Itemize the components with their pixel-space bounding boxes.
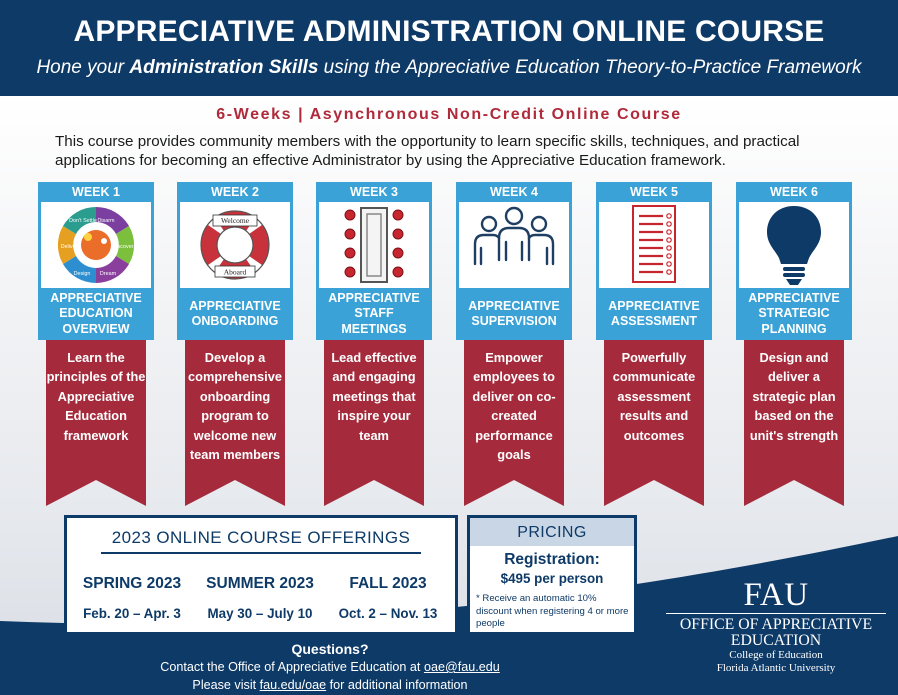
term-name: SPRING 2023 [82, 575, 182, 592]
page-subtitle [0, 55, 898, 81]
life-ring-icon [180, 202, 290, 288]
week-header-box [177, 182, 293, 340]
week-header-box [596, 182, 712, 340]
week-ribbon [464, 340, 564, 506]
week-label: WEEK 4 [490, 185, 538, 199]
cycle-word-dont-settle: Don't Settle [69, 218, 97, 224]
header-banner [0, 0, 898, 96]
page-title: APPRECIATIVE ADMINISTRATION ONLINE COURSE [73, 15, 825, 48]
logo-college-line: College of Education [729, 649, 823, 661]
week-card-3 [316, 182, 432, 507]
week-description: Learn the principles of the Appreciative Education framework [46, 350, 146, 443]
cycle-word-deliver: Deliver [60, 244, 78, 250]
course-offerings-box [64, 515, 458, 635]
visit-line [0, 676, 660, 694]
contact-line [0, 658, 660, 676]
week-label: WEEK 2 [211, 185, 259, 199]
week-card-2 [177, 182, 293, 507]
week-title: APPRECIATIVE ASSESSMENT [608, 298, 700, 328]
ring-word-aboard: Aboard [223, 267, 247, 277]
week-title: APPRECIATIVE STAFF MEETINGS [328, 290, 420, 336]
course-tagline: 6-Weeks | Asynchronous Non-Credit Online Course [216, 106, 682, 123]
pricing-title: PRICING [470, 518, 634, 546]
week-header-box [456, 182, 572, 340]
contact-footer [0, 640, 660, 694]
subtitle-text-end: using the Appreciative Education Theory-to-Practice Framework [318, 57, 862, 78]
visit-text: Please visit [192, 678, 260, 692]
week-label: WEEK 5 [630, 185, 678, 199]
week-card-4 [456, 182, 572, 507]
cycle-word-disarm: Disarm [97, 218, 115, 224]
week-label: WEEK 3 [350, 185, 398, 199]
subtitle-text: Hone your [36, 57, 130, 78]
week-description: Develop a comprehensive onboarding program to welcome new team members [188, 350, 282, 463]
week-ribbon [185, 340, 285, 506]
cycle-word-design: Design [73, 271, 91, 277]
term-dates: May 30 – July 10 [207, 606, 313, 621]
week-description: Powerfully communicate assessment results and outcomes [612, 350, 696, 443]
cycle-word-discover: Discover [112, 244, 134, 250]
questions-heading: Questions? [291, 641, 369, 657]
subtitle-emphasis: Administration Skills [129, 57, 319, 78]
term-dates: Oct. 2 – Nov. 13 [338, 606, 438, 621]
week-label: WEEK 1 [72, 185, 120, 199]
cycle-word-dream: Dream [99, 271, 117, 277]
visit-text-end: for additional information [326, 678, 468, 692]
week-header-box [38, 182, 154, 340]
fau-logo [666, 578, 886, 674]
week-title: APPRECIATIVE EDUCATION OVERVIEW [50, 290, 142, 336]
week-description: Empower employees to deliver on co-created performance goals [472, 350, 556, 463]
logo-education-line: EDUCATION [730, 632, 822, 649]
registration-label: Registration: [504, 551, 600, 568]
ae-cycle-icon [41, 202, 151, 288]
fau-wordmark: FAU [743, 577, 809, 613]
week-header-box [316, 182, 432, 340]
week-description: Design and deliver a strategic plan based on the unit's strength [749, 350, 839, 443]
week-ribbon [744, 340, 844, 506]
week-header-box [736, 182, 852, 340]
meeting-table-icon [319, 202, 429, 288]
logo-office-line: OFFICE OF APPRECIATIVE [666, 613, 886, 633]
week-title: APPRECIATIVE STRATEGIC PLANNING [748, 290, 840, 336]
week-card-6 [736, 182, 852, 507]
term-dates: Feb. 20 – Apr. 3 [83, 606, 181, 621]
contact-email-link[interactable]: oae@fau.edu [423, 660, 500, 674]
week-description: Lead effective and engaging meetings that inspire your team [331, 350, 417, 443]
ring-word-welcome: Welcome [220, 216, 250, 225]
term-name: FALL 2023 [349, 575, 427, 592]
discount-note: * Receive an automatic 10% discount when registering 4 or more people [476, 593, 629, 630]
website-link[interactable]: fau.edu/oae [259, 678, 327, 692]
week-ribbon [604, 340, 704, 506]
week-title: APPRECIATIVE SUPERVISION [468, 298, 560, 328]
week-title: APPRECIATIVE ONBOARDING [189, 298, 281, 328]
lightbulb-icon [739, 202, 849, 288]
team-people-icon [459, 202, 569, 288]
registration-price: $495 per person [500, 571, 604, 586]
week-card-5 [596, 182, 712, 507]
week-ribbon [46, 340, 146, 506]
course-intro: This course provides community members with the opportunity to learn specific skills, techniques, and practical applications for becoming an effective Administrator by using the Appreciative Education framework. [55, 133, 800, 169]
offerings-title: 2023 ONLINE COURSE OFFERINGS [101, 528, 421, 554]
pricing-box [467, 515, 637, 635]
week-label: WEEK 6 [770, 185, 818, 199]
term-name: SUMMER 2023 [206, 575, 314, 592]
week-card-1 [38, 182, 154, 507]
logo-university-line: Florida Atlantic University [716, 661, 836, 674]
contact-text: Contact the Office of Appreciative Education at [160, 660, 424, 674]
week-ribbon [324, 340, 424, 506]
checklist-icon [599, 202, 709, 288]
